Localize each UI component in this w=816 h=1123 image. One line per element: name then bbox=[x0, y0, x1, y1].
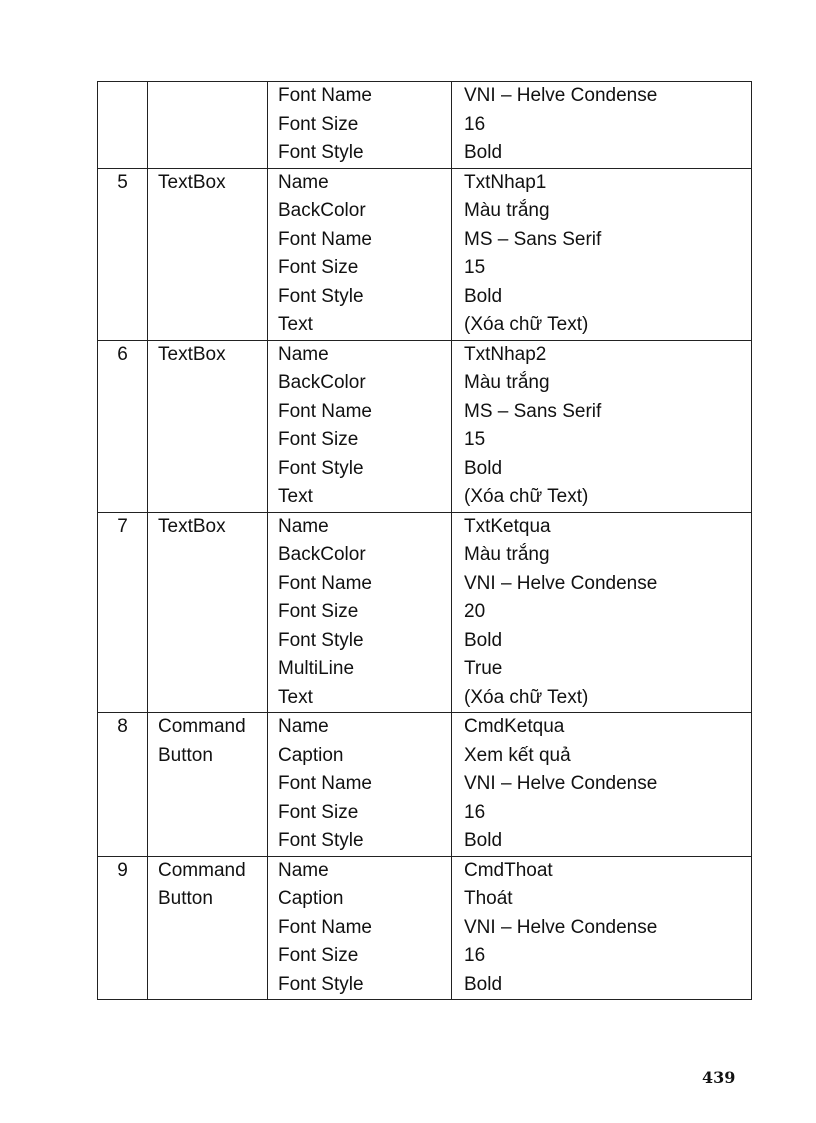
property-name: Font Style bbox=[278, 142, 364, 163]
property-value: (Xóa chữ Text) bbox=[464, 686, 589, 708]
property-value: (Xóa chữ Text) bbox=[464, 314, 589, 335]
property-name: Font Name bbox=[278, 572, 372, 594]
property-name: Font Name bbox=[278, 85, 372, 106]
control-type-cell: Command Button bbox=[148, 856, 268, 1000]
property-names-cell bbox=[268, 82, 452, 169]
properties-table-body bbox=[98, 82, 752, 1000]
row-number-cell: 9 bbox=[98, 856, 148, 1000]
page-number: 439 bbox=[702, 1068, 736, 1087]
property-value: MS – Sans Serif bbox=[464, 228, 602, 250]
property-value: 16 bbox=[464, 945, 486, 966]
properties-table bbox=[97, 81, 752, 1000]
property-names-cell bbox=[268, 512, 452, 713]
property-name: Font Name bbox=[278, 916, 372, 938]
property-name: Font Name bbox=[278, 773, 372, 794]
property-name: Font Size bbox=[278, 113, 359, 135]
property-value: (Xóa chữ Text) bbox=[464, 486, 589, 507]
property-value: VNI – Helve Condense bbox=[464, 916, 658, 938]
property-value: Bold bbox=[464, 142, 503, 163]
property-value: Bold bbox=[464, 973, 503, 995]
control-type-cell: Command Button bbox=[148, 713, 268, 857]
property-name: BackColor bbox=[278, 372, 366, 393]
property-names-cell bbox=[268, 713, 452, 857]
row-number-cell: 7 bbox=[98, 512, 148, 713]
property-value: TxtNhap2 bbox=[464, 343, 547, 365]
control-type-cell: TextBox bbox=[148, 168, 268, 340]
property-name: Font Style bbox=[278, 629, 364, 651]
property-value: True bbox=[464, 658, 503, 679]
property-names-cell bbox=[268, 168, 452, 340]
property-name: BackColor bbox=[278, 200, 366, 221]
table-row bbox=[98, 856, 752, 1000]
property-name: Font Style bbox=[278, 457, 364, 479]
control-type-cell: TextBox bbox=[148, 340, 268, 512]
property-name: Name bbox=[278, 859, 329, 881]
row-number-cell: 6 bbox=[98, 340, 148, 512]
property-name: Name bbox=[278, 171, 329, 193]
property-name: Name bbox=[278, 716, 329, 737]
property-name: Font Size bbox=[278, 429, 359, 450]
property-value: CmdKetqua bbox=[464, 716, 565, 737]
property-value: Xem kết quả bbox=[464, 744, 571, 766]
property-value: 20 bbox=[464, 601, 486, 622]
table-row bbox=[98, 82, 752, 169]
property-name: Text bbox=[278, 314, 313, 335]
property-value: 15 bbox=[464, 429, 486, 450]
property-value: Thoát bbox=[464, 888, 513, 909]
property-name: Font Name bbox=[278, 400, 372, 422]
property-value: CmdThoat bbox=[464, 859, 553, 881]
property-value: Bold bbox=[464, 830, 503, 851]
property-name: Font Size bbox=[278, 257, 359, 278]
property-names-cell bbox=[268, 340, 452, 512]
property-name: Caption bbox=[278, 744, 344, 766]
property-value: MS – Sans Serif bbox=[464, 400, 602, 422]
property-name: Font Size bbox=[278, 601, 359, 622]
property-name: Caption bbox=[278, 888, 344, 909]
property-value: 16 bbox=[464, 801, 486, 823]
property-value: Màu trắng bbox=[464, 372, 550, 393]
property-value: Bold bbox=[464, 457, 503, 479]
property-names-cell bbox=[268, 856, 452, 1000]
property-values-cell bbox=[452, 713, 752, 857]
table-row bbox=[98, 713, 752, 857]
property-name: Text bbox=[278, 486, 313, 507]
property-value: VNI – Helve Condense bbox=[464, 773, 658, 794]
row-number-cell bbox=[98, 82, 148, 169]
property-value: TxtKetqua bbox=[464, 515, 551, 537]
table-row bbox=[98, 168, 752, 340]
property-values-cell bbox=[452, 512, 752, 713]
property-name: Text bbox=[278, 686, 313, 708]
property-name: Name bbox=[278, 343, 329, 365]
property-value: VNI – Helve Condense bbox=[464, 85, 658, 106]
property-name: Font Style bbox=[278, 285, 364, 307]
table-row bbox=[98, 340, 752, 512]
property-values-cell bbox=[452, 340, 752, 512]
property-values-cell bbox=[452, 856, 752, 1000]
property-name: Font Name bbox=[278, 228, 372, 250]
table-row bbox=[98, 512, 752, 713]
control-type-cell: TextBox bbox=[148, 512, 268, 713]
row-number-cell: 8 bbox=[98, 713, 148, 857]
property-value: 16 bbox=[464, 113, 486, 135]
property-value: Màu trắng bbox=[464, 544, 550, 565]
property-value: VNI – Helve Condense bbox=[464, 572, 658, 594]
property-values-cell bbox=[452, 82, 752, 169]
property-name: MultiLine bbox=[278, 658, 355, 679]
property-value: 15 bbox=[464, 257, 486, 278]
property-value: TxtNhap1 bbox=[464, 171, 547, 193]
row-number-cell: 5 bbox=[98, 168, 148, 340]
property-value: Bold bbox=[464, 285, 503, 307]
property-value: Bold bbox=[464, 629, 503, 651]
property-value: Màu trắng bbox=[464, 200, 550, 221]
property-name: Font Style bbox=[278, 830, 364, 851]
property-name: Font Style bbox=[278, 973, 364, 995]
control-type-cell bbox=[148, 82, 268, 169]
property-name: BackColor bbox=[278, 544, 366, 565]
property-name: Font Size bbox=[278, 801, 359, 823]
property-values-cell bbox=[452, 168, 752, 340]
property-name: Font Size bbox=[278, 945, 359, 966]
property-name: Name bbox=[278, 515, 329, 537]
